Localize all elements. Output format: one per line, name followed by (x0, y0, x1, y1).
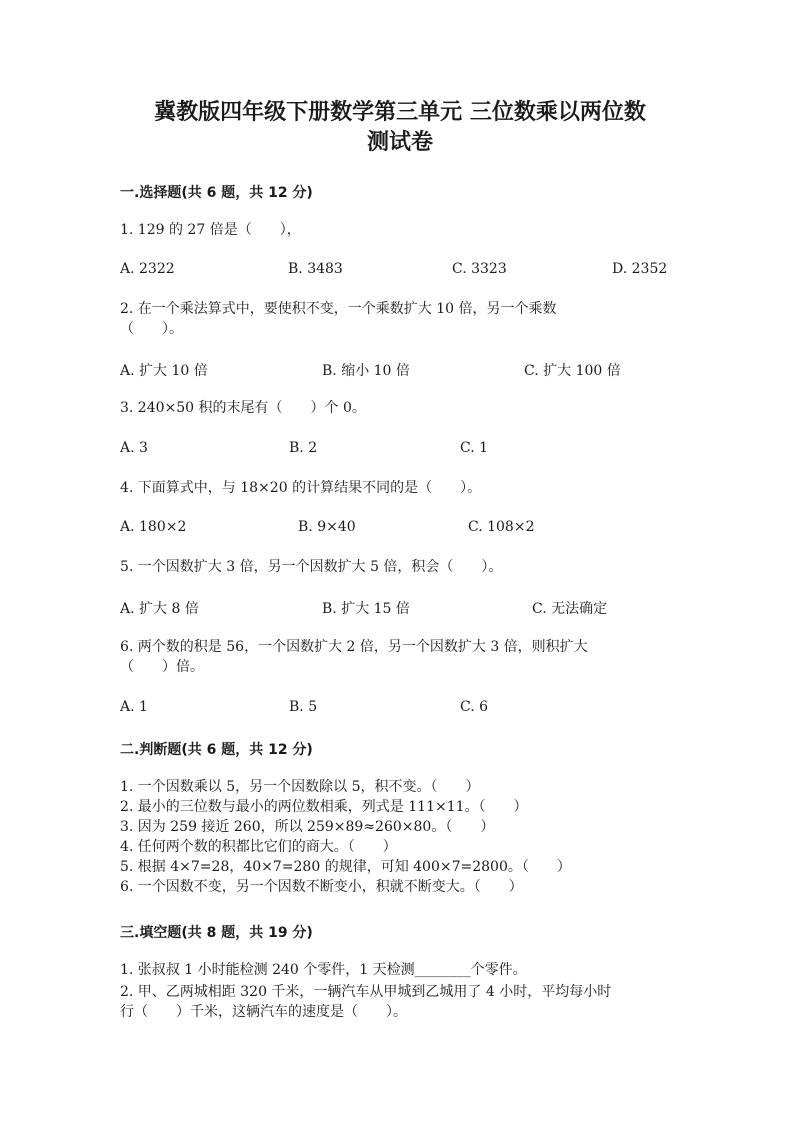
judge-item-1: 1. 一个因数乘以 5，另一个因数除以 5，积不变。（ ） (120, 779, 480, 795)
option-b: B. 2 (289, 440, 318, 456)
judge-item-4: 4. 任何两个数的积都比它们的商大。（ ） (120, 839, 397, 855)
option-b: B. 缩小 10 倍 (322, 363, 410, 379)
option-d: D. 2352 (612, 261, 668, 277)
option-c: C. 扩大 100 倍 (524, 363, 621, 379)
judge-item-6: 6. 一个因数不变，另一个因数不断变小，积就不断变大。（ ） (120, 879, 523, 895)
fill-item-1: 1. 张叔叔 1 小时能检测 240 个零件，1 天检测________个零件。 (120, 962, 527, 978)
title-line-2: 测试卷 (366, 130, 433, 155)
question-5: 5. 一个因数扩大 3 倍，另一个因数扩大 5 倍，积会（ ）。 (120, 559, 503, 575)
option-a: A. 扩大 8 倍 (120, 601, 199, 617)
option-c: C. 6 (460, 699, 489, 715)
option-c: C. 108×2 (468, 519, 535, 535)
question-2: 2. 在一个乘法算式中，要使积不变，一个乘数扩大 10 倍，另一个乘数 (120, 301, 557, 317)
option-a: A. 3 (120, 440, 148, 456)
option-b: B. 5 (289, 699, 318, 715)
section-heading-judge: 二.判断题(共 6 题，共 12 分) (120, 742, 313, 758)
page-title (100, 98, 700, 158)
judge-item-3: 3. 因为 259 接近 260，所以 259×89≈260×80。（ ） (120, 819, 495, 835)
judge-item-2: 2. 最小的三位数与最小的两位数相乘，列式是 111×11。（ ） (120, 799, 528, 815)
option-b: B. 扩大 15 倍 (322, 601, 410, 617)
fill-item-2-cont: 行（ ）千米，这辆汽车的速度是（ ）。 (120, 1004, 407, 1020)
question-1: 1. 129 的 27 倍是（ ）， (120, 222, 301, 238)
judge-item-5: 5. 根据 4×7=28，40×7=280 的规律，可知 400×7=2800。（ ） (120, 859, 571, 875)
option-a: A. 扩大 10 倍 (120, 363, 208, 379)
section-heading-choice: 一.选择题(共 6 题，共 12 分) (120, 185, 313, 201)
option-a: A. 2322 (120, 261, 175, 277)
option-a: A. 180×2 (120, 519, 187, 535)
question-6-cont: （ ）倍。 (120, 659, 204, 675)
option-b: B. 9×40 (298, 519, 356, 535)
option-a: A. 1 (120, 699, 148, 715)
title-line-1: 冀教版四年级下册数学第三单元 三位数乘以两位数 (154, 100, 646, 125)
option-c: C. 1 (460, 440, 489, 456)
option-c: C. 无法确定 (532, 601, 608, 617)
question-6: 6. 两个数的积是 56，一个因数扩大 2 倍，另一个因数扩大 3 倍，则积扩大 (120, 639, 588, 655)
section-heading-fill: 三.填空题(共 8 题，共 19 分) (120, 925, 313, 941)
option-b: B. 3483 (288, 261, 343, 277)
question-3: 3. 240×50 积的末尾有（ ）个 0。 (120, 400, 366, 416)
fill-item-2: 2. 甲、乙两城相距 320 千米，一辆汽车从甲城到乙城用了 4 小时，平均每小时 (120, 984, 612, 1000)
question-2-cont: （ ）。 (120, 321, 183, 337)
question-4: 4. 下面算式中，与 18×20 的计算结果不同的是（ ）。 (120, 480, 482, 496)
option-c: C. 3323 (452, 261, 507, 277)
